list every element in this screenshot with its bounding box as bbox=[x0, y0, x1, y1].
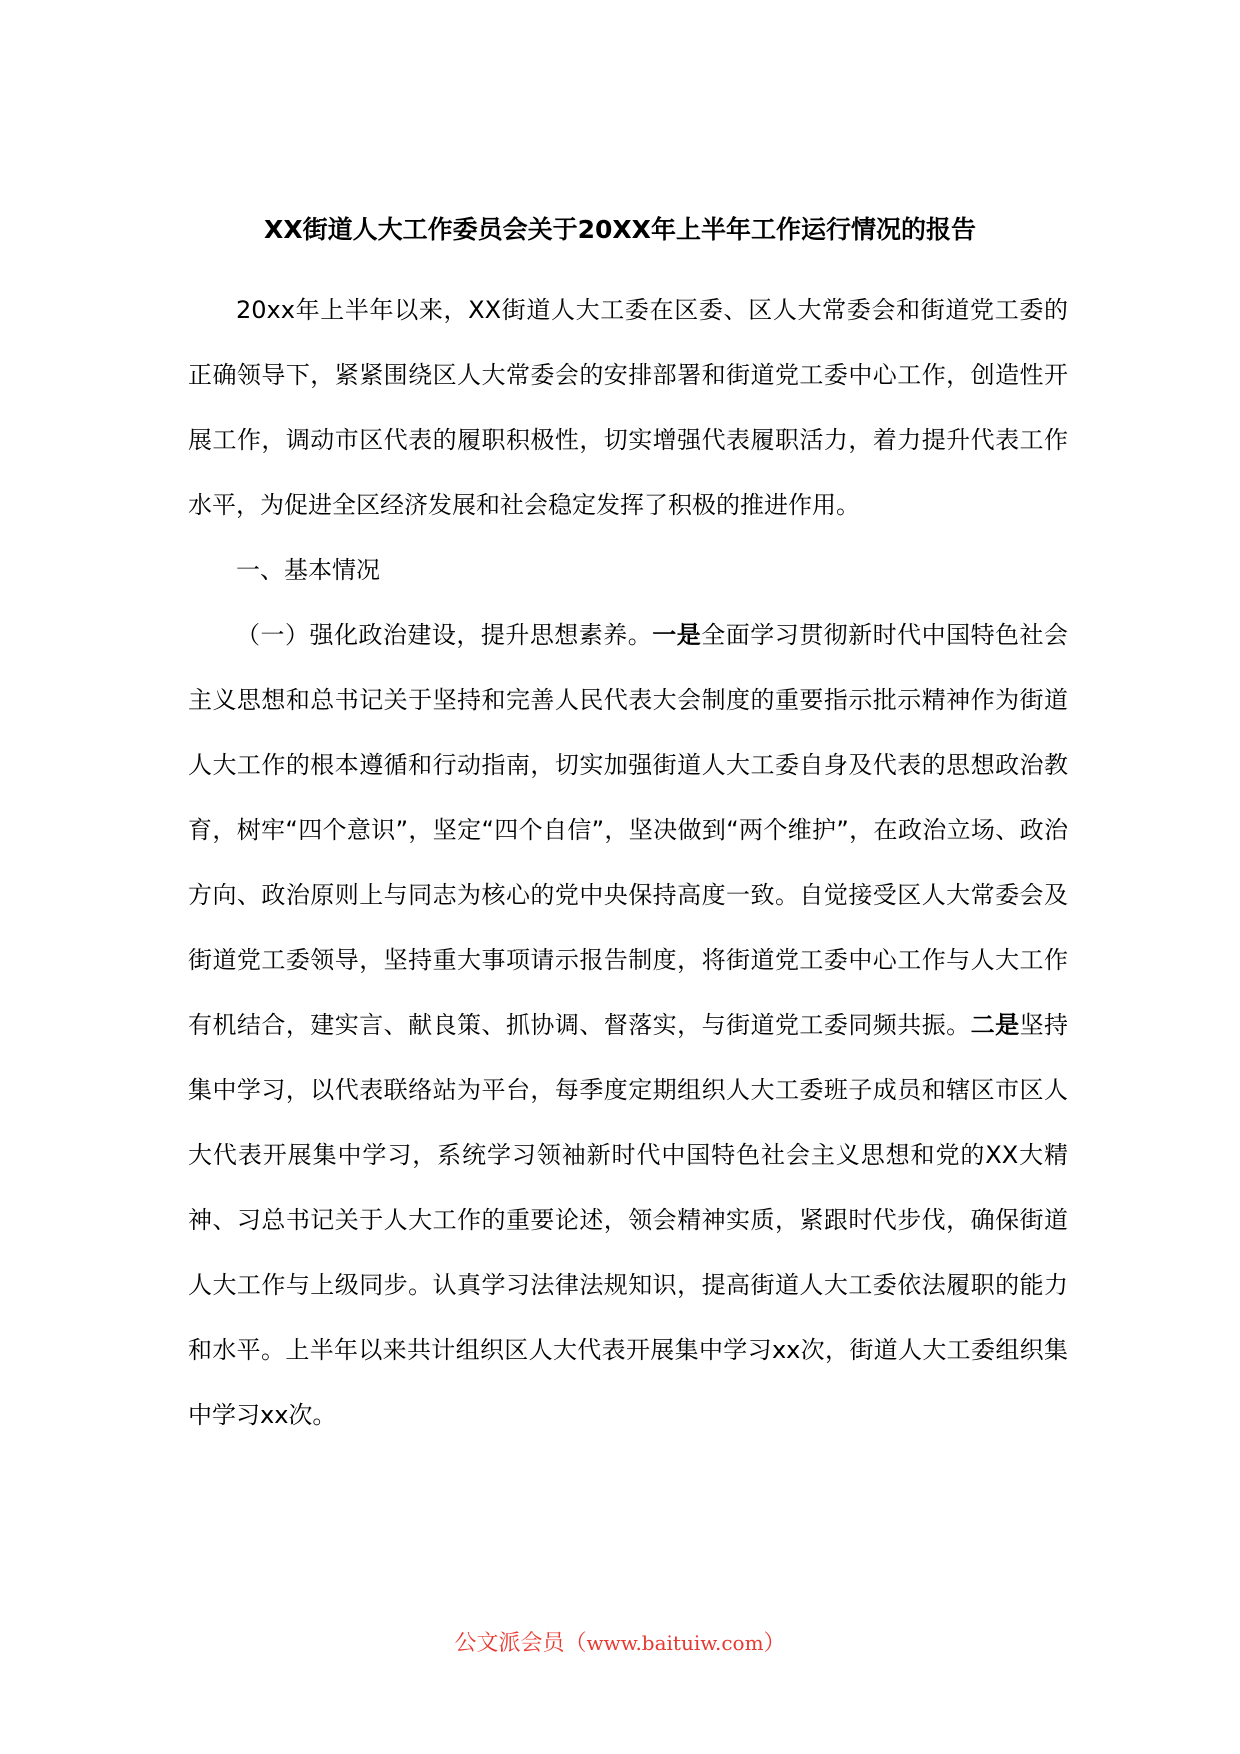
footer-close-paren: ） bbox=[763, 1631, 786, 1656]
body-paragraph bbox=[188, 278, 1068, 538]
paragraph-text: 全面学习贯彻新时代中国特色社会主义思想和总书记关于坚持和完善人民代表大会制度的重要指示批示精神作为街道人大工作的根本遵循和行动指南，切实加强街道人大工委自身及代表的思想政治教育，树牢“四个意识”，坚定“四个自信”，坚决做到“两个维护”，在政治立场、政治方向、政治原则上与同志为核心的党中央保持高度一致。自觉接受区人大常委会及街道党工委领导，坚持重大事项请示报告制度，将街道党工委中心工作与人大工作有机结合，建实言、献良策、抓协调、督落实，与街道党工委同频共振。 bbox=[188, 621, 1069, 1039]
body-paragraph bbox=[188, 603, 1068, 1448]
footer-label: 公文派会员（ bbox=[454, 1631, 587, 1656]
paragraph-text: 坚持集中学习，以代表联络站为平台，每季度定期组织人大工委班子成员和辖区市区人大代表开展集中学习，系统学习领袖新时代中国特色社会主义思想和党的XX大精神、习总书记关于人大工作的重要论述，领会精神实质，紧跟时代步伐，确保街道人大工作与上级同步。认真学习法律法规知识，提高街道人大工委依法履职的能力和水平。上半年以来共计组织区人大代表开展集中学习xx次，街道人大工委组织集中学习xx次。 bbox=[188, 1011, 1069, 1429]
paragraph-text: 20xx年上半年以来，XX街道人大工委在区委、区人大常委会和街道党工委的正确领导下，紧紧围绕区人大常委会的安排部署和街道党工委中心工作，创造性开展工作，调动市区代表的履职积极性，切实增强代表履职活力，着力提升代表工作水平，为促进全区经济发展和社会稳定发挥了积极的推进作用。 bbox=[188, 296, 1068, 519]
paragraph-text: （一）强化政治建设，提升思想素养。 bbox=[236, 621, 653, 649]
document-title: XX街道人大工作委员会关于20XX年上半年工作运行情况的报告 bbox=[264, 215, 976, 244]
section-heading bbox=[188, 538, 1068, 603]
footer-watermark[interactable] bbox=[0, 1625, 1240, 1662]
paragraph-text: 一、基本情况 bbox=[236, 556, 380, 584]
emphasis-text: 一是 bbox=[652, 621, 702, 649]
footer-url-link[interactable]: www.baituiw.com bbox=[586, 1631, 764, 1655]
document-body bbox=[188, 278, 1068, 1448]
emphasis-text: 二是 bbox=[970, 1011, 1020, 1039]
